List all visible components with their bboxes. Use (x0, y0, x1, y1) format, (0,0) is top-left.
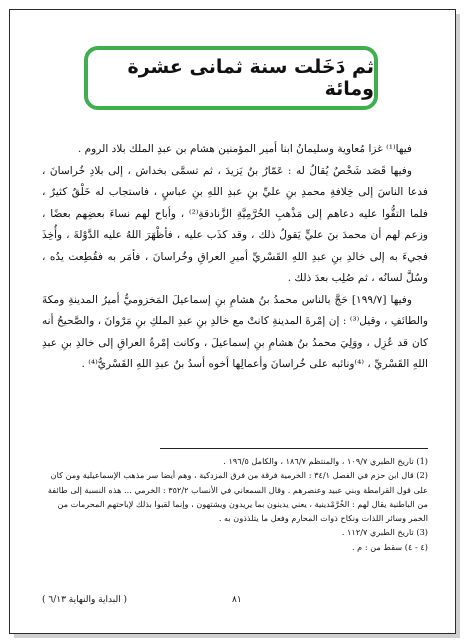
footnote-4: (٤ - ٤) سقط من : م . (351, 541, 428, 552)
page-shadow-bottom (14, 634, 460, 638)
footnotes (42, 454, 428, 554)
source-label: ( البداية والنهاية ٦/١٣ ) (42, 595, 128, 605)
chapter-heading: ثم دَخَلت سنة ثمانى عشرة ومائة (127, 56, 374, 100)
paragraph-ammar: وفيها قَصَد شَخْصٌ يُقالُ له : عَمّارُ بنُ يَزيدَ ، ثم تسمَّى بخداش ، إلى بلادِ خُراسانَ ، فدعا الناسَ إلى خِلافةِ محمدِ بنِ عليِّ بنِ عبدِ اللهِ بنِ عباسٍ ، فاستجاب له خَلْقٌ كثيرٌ ، فلما التفُّوا عليه دعاهم إلى مَذْهبِ الخُرَّمِيَّةِ الزَّنادقةِ⁽²⁾ ، وأباح لهم نساءَ بعضِهم بعضًا ، وزعم لهم أن محمدَ بنَ عليٍّ يَقولُ ذلك ، وقد كذَب عليه ، فأظْهَرَ اللهُ عليه الدَّوْلةَ ، وأُخِذَ فجيءَ به إلى خالدِ بنِ عبدِ اللهِ القَسْريِّ أميرِ العراقِ وخُراسانَ ، فأمَر به فقُطِعت يدُه ، وسُلَّ لسانُه ، ثم صُلِب بعدَ ذلك . (42, 164, 428, 284)
page-number: ٨١ (232, 595, 242, 605)
footnote-3: (3) تاريخ الطبري ١١٢/٧ . (341, 527, 428, 538)
footnote-divider (160, 448, 428, 449)
body-text (42, 139, 428, 376)
paragraph-hajj: وفيها [١٩٩/٧] حَجَّ بالناس محمدُ بنُ هشامِ بنِ إسماعيلَ المَخزوميُّ أميرُ المدينةِ ومكةَ والطائفِ ، وقيل⁽³⁾ : إن إمْرةَ المدينةِ كانتْ مع خالدِ بنِ عبدِ الملكِ بنِ مَرْوانَ ، والصَّحيحُ أنه كان قد عُزِل ، ووَلِيَ محمدُ بنُ هشامِ بنِ إسماعيلَ ، وكانت إمْرةُ العراقِ إلى خالدِ بنِ عبدِ اللهِ القَسْريِّ ، ⁽⁴⁾ونائبه على خُراسانَ وأعمالِها أخوه أسدُ بنُ عبدِ اللهِ القَسْريُّ⁽⁴⁾ . (42, 293, 428, 370)
page-shadow-right (456, 14, 460, 637)
paragraph-invasion: فيها⁽¹⁾ غزا مُعاوية وسليمانُ ابنا أمير المؤمنين هشام بن عبدِ الملك بلاد الروم . (77, 143, 412, 155)
footnote-1: (1) تاريخ الطبري ١٠٩/٧ ، والمنتظم ١٨٦/٧ ، والكامل ١٩٦/٥ . (223, 456, 428, 466)
heading-highlight-box (84, 46, 378, 110)
footnote-2: (2) قال ابن حزم في الفصل ٣٤/١ : الخرمية فرقة من فرق المزدكية ، وهم أيضا سر مذهب الإسماعيلية ومن كان على قول القرامطة وبني عبيد وعنصرهم . وقال السمعاني في الأنساب ٣٥٢/٢ : الخرمي ... هذه النسبة إلى طائفة من الباطنية يقال لهم : الخُرَّمْدينية ، يعني يدينون بما يريدون ويشتهون ، وإنما لقبوا بذلك لإباحتهم المحرمات من الخمر وسائر اللذات ونكاح ذوات المحارم وفعل ما يتلذذون به . (47, 470, 428, 524)
